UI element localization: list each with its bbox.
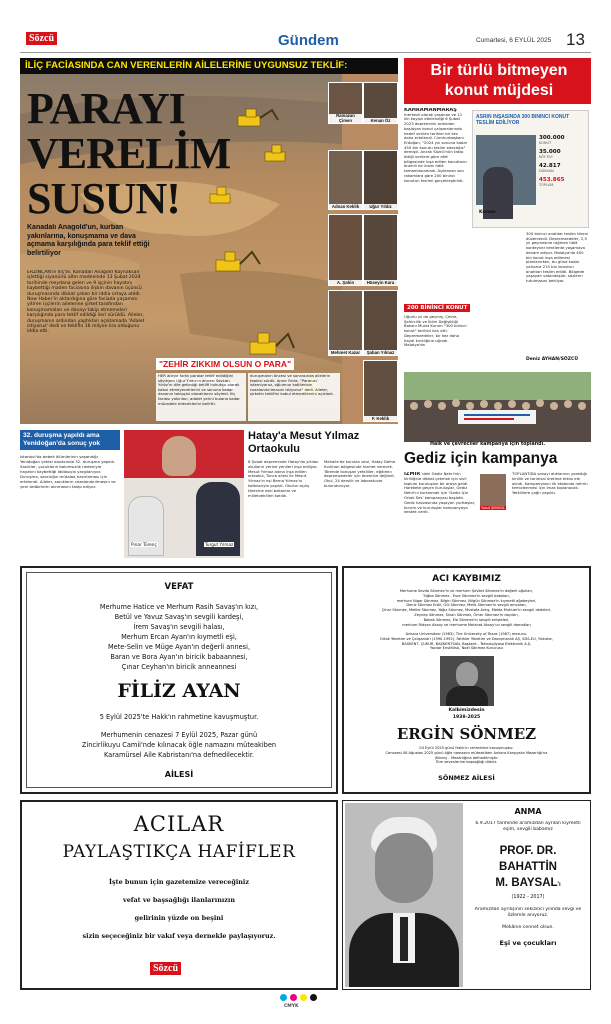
anma-photo-tie <box>400 917 408 961</box>
victim-name: Ramazan Çimen <box>329 114 362 124</box>
campaign-text-3: gelirinin yüzde on beşini <box>134 914 224 922</box>
victim-name: Mehmet Kazar <box>330 349 361 355</box>
obituary-line: Çinar Sönmez, Melike Sönmez, Yağız Sönmez, Mustafa Arkış, Melda Mutluer'in sevgili dedeleri, <box>381 608 552 613</box>
cmyk-label: CMYK <box>284 1004 299 1009</box>
obituary-line: Çınar Ceyhan'ın biricik anneannesi <box>121 663 237 671</box>
graphic-stat: 300.000 KONUT <box>539 135 565 145</box>
graphic-photo-label: Kurum <box>479 210 496 215</box>
obituary-line: (Kıbrıs) - Mezarlığına defnedilmiştir. <box>434 755 499 760</box>
victim-photo <box>328 290 363 356</box>
obituary-line: Merhume Hatice ve Merhum Rasih Savaş'ın kızı, <box>99 603 259 611</box>
obituary-line: merhum Nigar Sönmez, Bilgin Sönmez, Nilgün Sönmez'in kıymetli ağabeyleri, <box>396 598 537 603</box>
victim-name: F. Keklik <box>364 416 397 422</box>
obituary-line: Deniz Sönmez Erbil, Gül Sönmez, Melis Sönmez'in sevgili amcaları, <box>406 603 527 608</box>
campaign-ad <box>20 800 338 990</box>
campaign-text-1: İşte bunun için gazetemize vereceğiniz <box>109 878 249 886</box>
obituary-years: 1938-2025 <box>452 715 481 720</box>
graphic-stats <box>539 135 587 187</box>
victim-name: Hüseyin Kara <box>364 280 397 286</box>
graphic-stat: 35.000 KÖY EVİ <box>539 149 561 159</box>
victim-name: Şaban Yılmaz <box>364 350 397 356</box>
obituary-photo-label: Kalbimizdesin <box>448 708 485 713</box>
anma-family: Eşi ve çocukları <box>499 939 557 947</box>
hatay-body: 6 Şubat depreminde Hatay'da yıkılan okulların yerine yenileri inşa ediliyor. Mesut Yılmaz adına inşa edilen ortaokul, Tunca ailesi ile Mesut Yılmaz'ın eşi Berna Yılmaz'ın katkılarıyla yapıldı. Okulun açılış törenine eski bakanlar ve milletvekilleri katıldı. <box>248 460 319 498</box>
obituary-photo <box>440 656 494 706</box>
obituary-photo-face <box>456 662 478 688</box>
anma-years: (1922 - 2017) <box>511 895 545 900</box>
obituary-line: Baran ve Bora Ayan'ın biricik babaannesi, <box>110 653 248 661</box>
obituary-line: 04 Eylül 2025 günü Hakk'ın rahmetine kavuşmuştur. <box>419 746 514 750</box>
obituary-line: Mete-Selin ve Müge Ayan'ın değerli annesi, <box>107 643 251 651</box>
konut-body-text: merkezli olarak yaşanan ve 11 ilin kayıplı etkilendiği 6 Şubat 2023 depreminin ardından başlayan konut çalışmalarında hedef verilen tarihler bir kez daha ertelendi. Cumhurbaşkanı Erdoğan, "2024 yılı sonuna kadar 450 bin konutu teslim edeceğiz" demişti. Ancak Sözcü'nün takip ettiği verilere göre afet bölgesinde inşa edilen konutların önemli bir kısmı hâlâ tamamlanamadı. Açıklanan son rakamlara göre 200 bininci konutun teslimi gerçekleştirildi. <box>404 111 468 183</box>
obituary-heading: VEFAT <box>164 582 194 592</box>
obituary-line: Ortak Yönetim ve Çalışanları (1990-1992), Fatihler Yönetim ve Danışmanlık AŞ, SDS-EU, Yıldızlar, <box>379 636 554 641</box>
obituary-family: AİLESİ <box>164 770 194 779</box>
konut-body <box>404 108 468 308</box>
main-deck: Kanadalı Anagold'un, kurban yakınlarına, konuşmama ve dava açmama karşılığında para teklif ettiği belirtiliyor <box>27 224 150 257</box>
gediz-photo <box>404 372 591 442</box>
victim-photo <box>363 290 398 356</box>
obituary-funeral <box>22 730 336 760</box>
headline-line-2: VERELİM <box>27 129 231 178</box>
main-kicker: İLİÇ FACİASINDA CAN VERENLERİN AİLELERİNE UYGUNSUZ TEKLİF: <box>25 60 348 71</box>
victim-name: A. Şahin <box>329 280 362 286</box>
headline-line-3: SUSUN! <box>27 174 180 223</box>
obituary-photo-body <box>446 686 488 706</box>
obituary-line: Ankara Üniversitesi (1983), The University of Texas (1987) mezunu, <box>405 632 528 636</box>
graphic-stat: 42.817 DÜKKAN <box>539 163 561 173</box>
victim-name: Kenan Öz <box>364 118 397 124</box>
gediz-portrait <box>480 474 506 506</box>
section-title: Gündem <box>278 32 339 49</box>
hatay-body-2: Mahalle'de kurulan okul, Hatay Defne Kırıkhan bölgesinde hizmet verecek. Törende konuşan yetkililer, eğitimin depremzedeler için önemine değindi. Okul, 24 derslik ve laboratuvar bulunduruyor. <box>324 460 396 488</box>
konut-graphic <box>472 110 589 228</box>
victim-photo <box>328 82 363 124</box>
main-story <box>20 58 398 424</box>
obituary-lines <box>350 589 583 627</box>
anma-name-suffix: 'ı <box>557 882 561 888</box>
caption-title: "ZEHİR ZIKKIM OLSUN O PARA" <box>156 358 294 370</box>
anma-name-1: PROF. DR. <box>499 845 557 857</box>
yenidogan-story <box>20 430 120 560</box>
gediz-body-2: TOPLANTIDA sanayi atıklarının yarattığı kirlilik ve tarımsal üretime etkisi ele alındı. Kampanyanın ilk etabında nehrin temizlenmesi için imza toplanacak. Yetkililere çağrı yapıldı. <box>512 472 588 496</box>
hatay-photo <box>124 430 244 558</box>
konut-byline: Deniz AYHAN/SÖZCÜ <box>526 357 578 362</box>
cmyk-marks <box>280 994 340 1014</box>
page-date: Cumartesi, 6 EYLÜL 2025 <box>476 37 552 44</box>
campaign-line-1: ACILAR <box>133 812 225 836</box>
caption-body-2: duruşmanın öncesi ve sonrasında ailelerin tepkisi sürdü. Anne Yıldız, "Paranızı istemiyoruz, oğlumun katillerinin cezalandırılmasını istiyoruz" dedi. Aileler, şirketin teklifini kabul etmediklerini açıkladı. <box>248 373 340 421</box>
hatay-person-1 <box>128 496 164 556</box>
obituary-line: Merhum Ercan Ayan'ın kıymetli eşi, <box>121 633 237 641</box>
anma-intro: 6.9.2017 tarihinde aramızdan ayrılan kıymetli eşim, sevgili babamız <box>475 821 581 832</box>
obituary-line: Cenazesi 08 Ağustos 2025 günü öğle namazını müteakiben Ankara Karşıyaka Mezarlığı'na <box>385 750 548 755</box>
obituary-lines <box>22 602 336 672</box>
obituary-heading: ACI KAYBIMIZ <box>432 574 501 584</box>
anma-body: Aramızdan ayrılışının sekizinci yılında sevgi ve özlemle anıyoruz. <box>474 907 582 918</box>
victim-photo <box>363 360 398 422</box>
cyan-dot <box>280 994 287 1001</box>
obituary-name: ERGİN SÖNMEZ <box>396 725 537 743</box>
obituary-funeral-line: Zincirlikuyu Camii'nde kılınacak öğle namazını müteakiben <box>81 741 277 749</box>
anma-name-3-text: M. BAYSAL <box>495 877 558 889</box>
obituary-filiz-ayan <box>20 566 338 794</box>
obituary-name: FİLİZ AYAN <box>117 680 241 702</box>
yellow-dot <box>300 994 307 1001</box>
obituary-line: Yazılar Enstitüsü, Noel Sönmez Kurucusu <box>430 646 503 651</box>
campaign-text-2: vefat ve başsağlığı ilanlarınızın <box>122 896 236 904</box>
obituary-line: merhum Ridvan Aksoy ve merhume Melahat Aksoy'un sevgili damatları <box>402 622 531 627</box>
victim-photo <box>363 82 398 124</box>
anma-photo <box>345 803 463 987</box>
anma-body-2: Mekânın cennet olsun. <box>502 925 554 930</box>
victim-photo <box>363 150 398 210</box>
anma-photo-face <box>375 833 433 903</box>
victim-name: Adnan Keklik <box>329 204 362 210</box>
hatay-person-2-name: Turgut Yılmaz <box>205 542 234 547</box>
gediz-body-text: 'deki Gediz Nehri'nin kirliliğine dikkat çekmek için sivil toplum kuruluşları bir araya geldi. Harekete geçen kuruluşlar, Gediz Nehri'ni kurtarmak için 'Gediz İçin Ortak Ses' kampanyası başlattı. Gediz havzasında yaşayan yurttaşlar, kurum ve kuruluşlar kampanyaya destek verdi. <box>404 472 476 515</box>
anma-box <box>342 800 591 990</box>
sozcu-logo: Sözcü <box>26 32 57 45</box>
page-header <box>0 0 611 58</box>
main-body-left: ERZİNCAN'ın İliç'te, Kanadalı Anagold Kaynaksan işlettiği siyanürlü altın madeninde 13 Şubat 2024 tarihinde meydana gelen ve 9 işçinin hayatını kaybettiği maden faciasına ilişkin davanın üçüncü duruşmasında dikkat çeken bir iddia ortaya atıldı. Now Haber'in aktardığına göre faciada yaşamını yitiren işçilerin ailelerine şirket tarafından konuşmamaları ve davayı takip etmemeleri karşılığında para teklif edildiği ileri sürüldü. Aileler, duruşmanın ardından yaptıkları açıklamada 'Adalet istiyoruz' dedi ve teklifin 16 milyon lira olduğunu iddia etti. <box>27 270 145 335</box>
konut-body-2: Uğurlu yıl da geçmiş, Çevre, Şehircilik ve İklim Değişikliği Bakanı Murat Kurum "300 bininci konut" tarihini ilan etti. Depremzedeler, bir kez daha hayal kırıklığına uğradı. Malatya'da <box>404 315 467 348</box>
victim-name: Uğur Yıldız <box>364 204 397 210</box>
gediz-portrait-name: Yusuf ŞENGÜL <box>481 506 505 510</box>
gediz-crowd-image <box>404 372 591 442</box>
obituary-date: 5 Eylül 2025'te Hakk'ın rahmetine kavuşmuştur. <box>99 713 259 721</box>
konut-subhead: 200 BİNİNCİ KONUT <box>404 304 470 312</box>
campaign-logo: Sözcü <box>150 962 181 975</box>
campaign-line-2: PAYLAŞTIKÇA HAFİFLER <box>62 842 296 862</box>
caption-body: HER aileye farklı paralar teklif edildiğini söyleyen Uğur Yıldız'ın annesi Sevcan Yıldız'ın dile getirdiği teklifi hukukçu olarak kabul etmeyeceklerini ve sonuna kadar davanın takipçisi olacaklarını söyledi. İliç faciası yakınları, adalet yerini bulana kadar mücadele edeceklerini belirtti. <box>156 373 246 421</box>
page-number: 13 <box>566 30 585 49</box>
obituary-funeral-line: Merhumenin cenazesi 7 Eylül 2025, Pazar günü <box>100 731 258 739</box>
obituary-line: İrem Savaş'ın sevgili halası, <box>133 623 225 631</box>
victim-photo <box>328 214 363 286</box>
hatay-story <box>124 430 396 560</box>
black-dot <box>310 994 317 1001</box>
obituary-line: Tüm sevenlerine başsağlığı dileriz. <box>435 760 498 765</box>
obituary-line: Tuğba Sönmez - Esra Sönmez'in sevgili babaları, <box>423 593 510 598</box>
obituary-date-lines <box>350 746 583 765</box>
obituary-family: SÖNMEZ AİLESİ <box>438 774 495 782</box>
victim-photo <box>363 214 398 286</box>
gediz-story <box>404 450 591 560</box>
hatay-person-1-name: Pınar Türenç <box>131 542 157 547</box>
gediz-headline: Gediz için kampanya <box>404 450 558 467</box>
anma-heading: ANMA <box>514 807 542 816</box>
headline-line-1: PARAYI <box>27 84 185 133</box>
graphic-stat: 453.865 TOPLAM <box>539 177 565 187</box>
header-rule <box>20 52 591 53</box>
campaign-text-4: sizin seçeceğiniz bir vakıf veya dernekle paylaşıyoruz. <box>82 932 276 940</box>
magenta-dot <box>290 994 297 1001</box>
gediz-photo-caption: Halk ve çevreciler kampanya için toplandı. <box>430 442 546 447</box>
konut-story <box>404 58 591 368</box>
konut-body-3: 300 bininci anahtar teslim töreni düzenlendi. Depremzedeler, 2,5 yıl geçmesine rağmen hâlâ konteyner kentlerde yaşamaya devam ediyor. Malatya'da 400 bin konut inşa edilmesi planlanırken, bu güne kadar yalnızca 215 bin konutun anahtarı teslim edildi. Bölgede yaşayan vatandaşlar, sözlerin tutulmasını bekliyor. <box>526 232 589 284</box>
yenidogan-kicker: 32. duruşma yapıldı ama Yenidoğan'da sonuç yok <box>20 430 120 450</box>
yenidogan-body: Istanbul'da bebek ölümlerinin yaşandığı Yenidoğan çetesi davasında 32. duruşma yapıldı. Sanıklar, çocukların bakımsızlık nedeniyle hayatını kaybettiği iddiasıyla yargılanıyor. Duruşma, savcılığın mütalaa hazırlaması için ertelendi. Aileler, sanıkların cezalandırılmasını ve yeni tedbirlerin alınmasını talep ediyor. <box>20 454 116 489</box>
obituary-line: BASKENT, ÇUKUR, BAŞKENTSAN, Başkent - Teknolojiyasa Elektronik A.Ş. <box>401 641 532 646</box>
obituary-lines-2 <box>350 632 583 651</box>
obituary-line: Merhume Sevda Sönmez'in ve merhum Şevket Sönmez'in değerli oğulları, <box>399 589 534 593</box>
konut-headline: Bir türlü bitmeyen konut müjdesi <box>430 62 568 99</box>
obituary-line: Zeynep Sönmez, Sinan Sönmez, Ömer Sönmez'in dayıları, <box>414 612 519 617</box>
gediz-body <box>404 472 476 558</box>
hatay-portrait <box>162 436 196 476</box>
anma-name-3 <box>467 877 589 889</box>
gediz-lead: İZMİR <box>404 472 421 477</box>
konut-lead: KAHRAMANMARAŞ <box>404 108 457 113</box>
anma-name-2: BAHATTİN <box>499 861 557 873</box>
graphic-title: ASRIN İNŞASINDA 300 BİNİNCİ KONUT TESLİM EDİLİYOR <box>476 114 570 126</box>
obituary-line: Babak Sönmez, Ela Sönmez'in sevgili enişteleri, <box>423 617 510 622</box>
hatay-headline: Hatay'a Mesut Yılmaz Ortaokulu <box>248 430 360 455</box>
victim-photo <box>328 150 363 210</box>
obituary-ergin-sonmez <box>342 566 591 794</box>
obituary-funeral-line: Karamürsel Aile Kabristanı'na defnedilecektir. <box>103 751 255 759</box>
obituary-line: Betül ve Yavuz Savaş'ın sevgili kardeşi, <box>114 613 244 621</box>
